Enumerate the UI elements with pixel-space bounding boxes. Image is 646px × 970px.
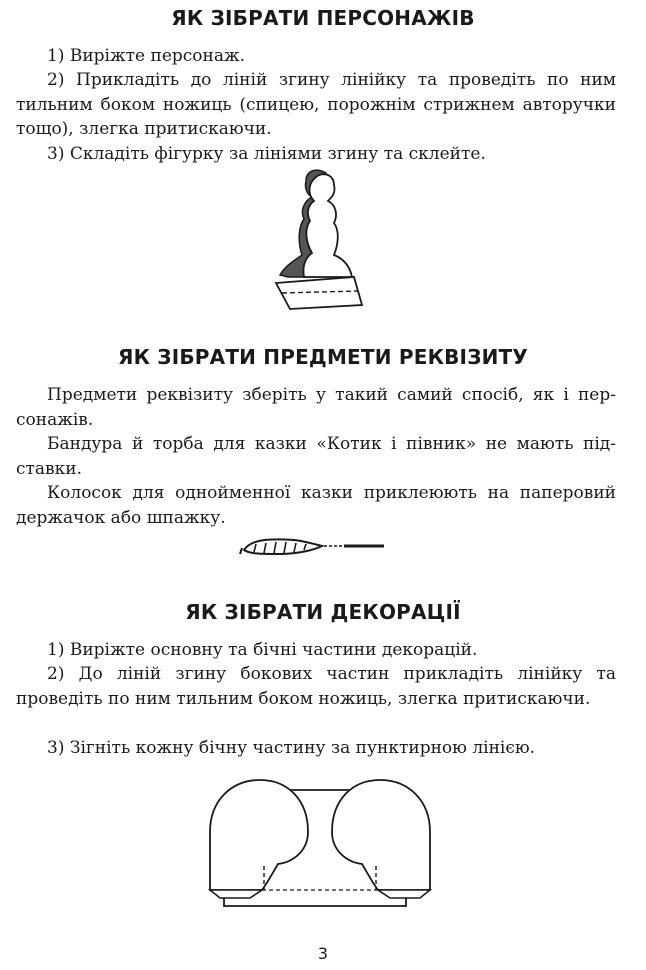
instruction-cut-out: 1) Виріжте персонаж. <box>47 46 246 66</box>
scenery-fold-lines-text: 2) До ліній згину бокових частин прикладіть лінійку та проведіть по ним тильним боком ножиць, злегка притискаючи. <box>16 664 616 709</box>
section-title-props: ЯК ЗІБРАТИ ПРЕДМЕТИ РЕКВІЗИТУ <box>117 345 529 369</box>
section-title-characters: ЯК ЗІБРАТИ ПЕРСОНАЖІВ <box>171 6 475 30</box>
character-figure-illustration <box>268 165 368 310</box>
scenery-assembly-illustration <box>208 770 432 910</box>
props-bandura-text: Бандура й торба для казки «Котик і півник» не мають підставки. <box>16 434 616 479</box>
props-spikelet-text: Колосок для однойменної казки приклеюють на паперовий держачок або шпажку. <box>16 483 616 528</box>
section-title-scenery: ЯК ЗІБРАТИ ДЕКОРАЦІЇ <box>185 600 461 624</box>
props-assembly-text: Предмети реквізиту зберіть у такий самий спосіб, як і персонажів. <box>16 385 616 430</box>
instruction-glue: 3) Складіть фігурку за лініями згину та склейте. <box>47 144 486 164</box>
scenery-cut-out-text: 1) Виріжте основну та бічні частини декорацій. <box>47 640 478 660</box>
scenery-bend-text: 3) Зігніть кожну бічну частину за пунктирною лінією. <box>47 738 536 758</box>
instruction-fold-lines: 2) Прикладіть до ліній згину лінійку та проведіть по ним тильним боком ножиць (спицею, порожнім стрижнем авторучки тощо), злегка притискаючи. <box>16 70 616 139</box>
page-number: 3 <box>317 944 329 963</box>
spikelet-on-stick-illustration <box>238 534 388 558</box>
